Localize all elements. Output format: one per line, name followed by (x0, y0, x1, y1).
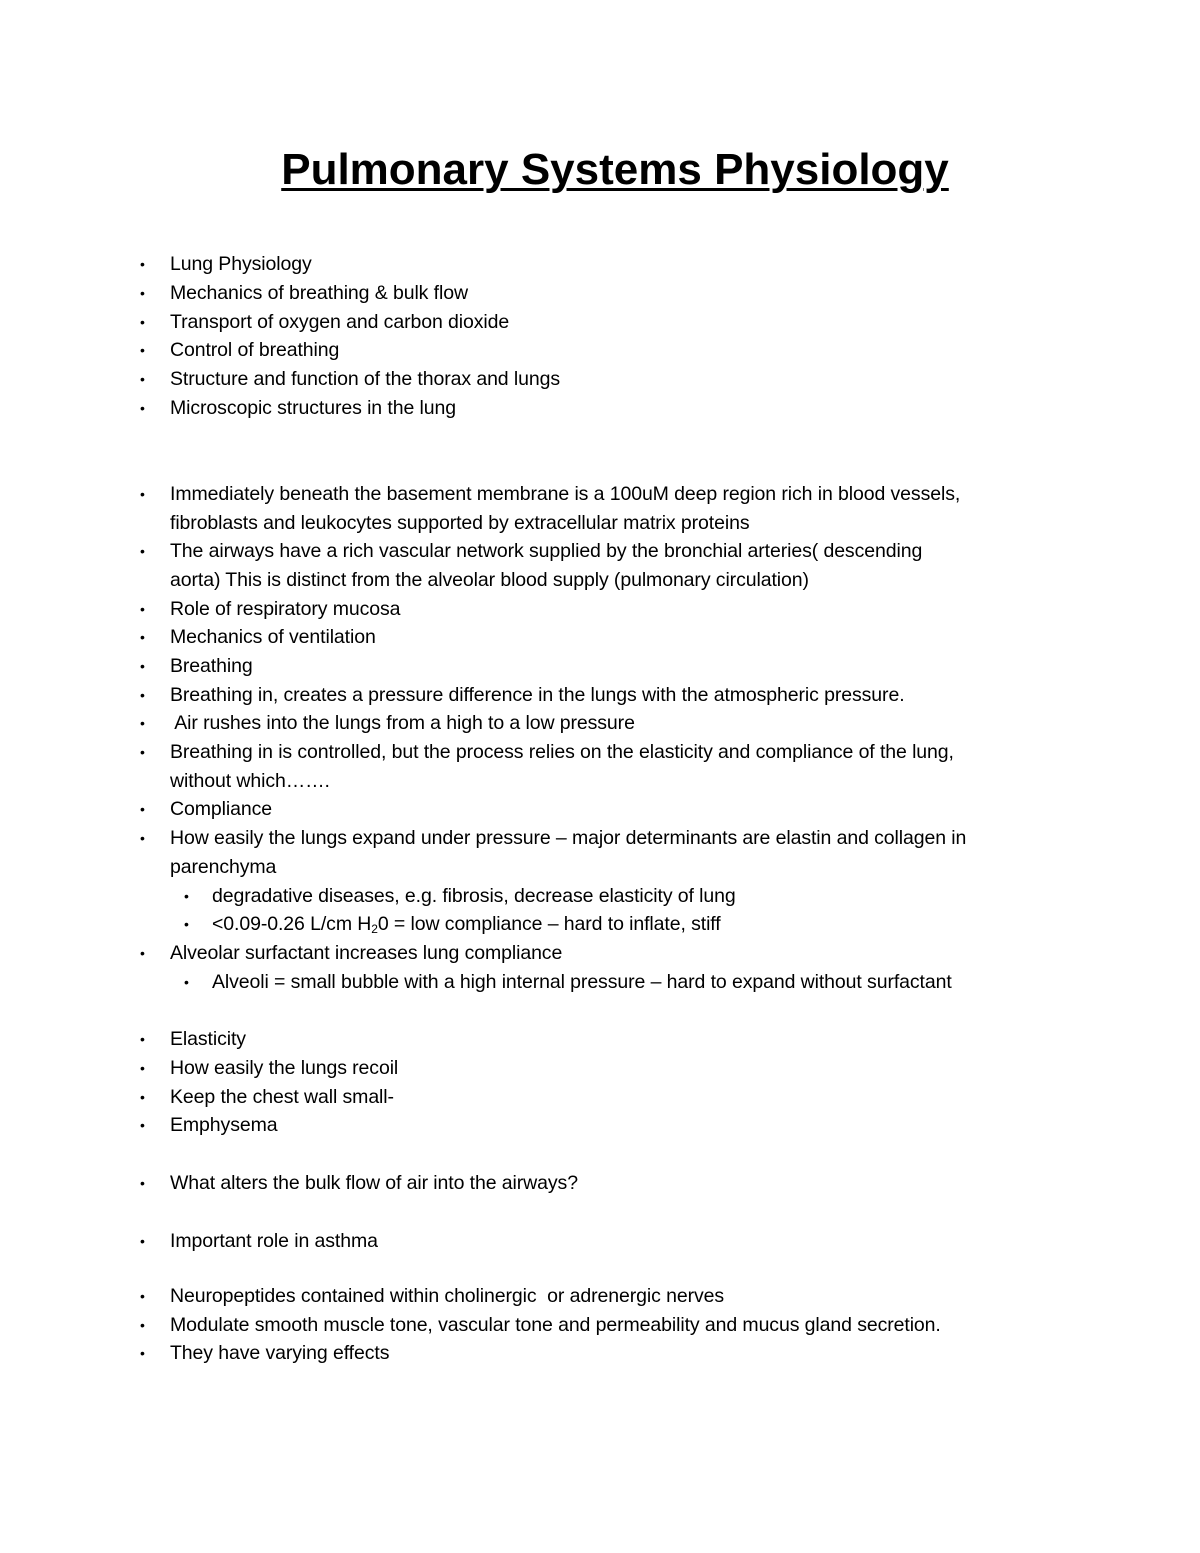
list-item: • Breathing in, creates a pressure difference in the lungs with the atmospheric pressure. (0, 681, 1200, 710)
list-item: • Modulate smooth muscle tone, vascular tone and permeability and mucus gland secretion. (0, 1311, 1200, 1340)
list-item-continuation: fibroblasts and leukocytes supported by extracellular matrix proteins (170, 512, 750, 534)
list-item: • The airways have a rich vascular network supplied by the bronchial arteries( descending (0, 537, 1200, 566)
list-item: • Emphysema (0, 1111, 1200, 1140)
list-item: • Keep the chest wall small- (0, 1083, 1200, 1112)
bullet: • (140, 400, 145, 416)
bullet: • (184, 916, 189, 932)
list-item: • How easily the lungs recoil (0, 1054, 1200, 1083)
bullet: • (140, 744, 145, 760)
list-item: • How easily the lungs expand under pressure – major determinants are elastin and collagen in (0, 824, 1200, 853)
bullet: • (184, 974, 189, 990)
bullet: • (140, 486, 145, 502)
list-item: • Neuropeptides contained within cholinergic or adrenergic nerves (0, 1282, 1200, 1311)
bullet: • (140, 1031, 145, 1047)
list-item: • Control of breathing (0, 336, 1200, 365)
list-item: • Role of respiratory mucosa (0, 595, 1200, 624)
list-item: • Breathing (0, 652, 1200, 681)
sub-list-item: • Alveoli = small bubble with a high internal pressure – hard to expand without surfactant (0, 968, 1200, 997)
list-item: • Breathing in is controlled, but the process relies on the elasticity and compliance of the lung, (0, 738, 1200, 767)
bullet: • (140, 658, 145, 674)
bullet: • (184, 888, 189, 904)
bullet: • (140, 1317, 145, 1333)
bullet: • (140, 687, 145, 703)
bullet: • (140, 801, 145, 817)
sub-list-item: • <0.09-0.26 L/cm $H_20$ = low compliance – hard to inflate, stiff (0, 910, 1200, 939)
list-item: • Transport of oxygen and carbon dioxide (0, 308, 1200, 337)
bullet: • (140, 1288, 145, 1304)
list-item: • Mechanics of ventilation (0, 623, 1200, 652)
list-item: • Mechanics of breathing & bulk flow (0, 279, 1200, 308)
list-item: • Air rushes into the lungs from a high to a low pressure (0, 709, 1200, 738)
bullet: • (140, 601, 145, 617)
bullet: • (140, 314, 145, 330)
bullet: • (140, 1060, 145, 1076)
bullet: • (140, 256, 145, 272)
page-title: Pulmonary Systems Physiology (281, 145, 949, 194)
bullet: • (140, 1089, 145, 1105)
bullet: • (140, 715, 145, 731)
list-item: • What alters the bulk flow of air into the airways? (0, 1169, 1200, 1198)
bullet: • (140, 1345, 145, 1361)
list-item: • Lung Physiology (0, 250, 1200, 279)
bullet: • (140, 1117, 145, 1133)
list-item: • Important role in asthma (0, 1227, 1200, 1256)
bullet: • (140, 830, 145, 846)
bullet: • (140, 629, 145, 645)
sub-list-item: • degradative diseases, e.g. fibrosis, decrease elasticity of lung (0, 882, 1200, 911)
list-item: • Structure and function of the thorax and lungs (0, 365, 1200, 394)
list-item: • They have varying effects (0, 1339, 1200, 1368)
bullet: • (140, 1233, 145, 1249)
list-item-continuation: aorta) This is distinct from the alveolar blood supply (pulmonary circulation) (170, 569, 809, 591)
list-item: • Immediately beneath the basement membrane is a 100uM deep region rich in blood vessels, (0, 480, 1200, 509)
list-item: • Alveolar surfactant increases lung compliance (0, 939, 1200, 968)
list-item-continuation: parenchyma (170, 856, 277, 878)
list-item: • Elasticity (0, 1025, 1200, 1054)
bullet: • (140, 945, 145, 961)
bullet: • (140, 1175, 145, 1191)
bullet: • (140, 371, 145, 387)
list-item: • Compliance (0, 795, 1200, 824)
bullet: • (140, 543, 145, 559)
list-item-continuation: without which……. (170, 770, 330, 792)
bullet: • (140, 285, 145, 301)
bullet: • (140, 342, 145, 358)
list-item: • Microscopic structures in the lung (0, 394, 1200, 423)
